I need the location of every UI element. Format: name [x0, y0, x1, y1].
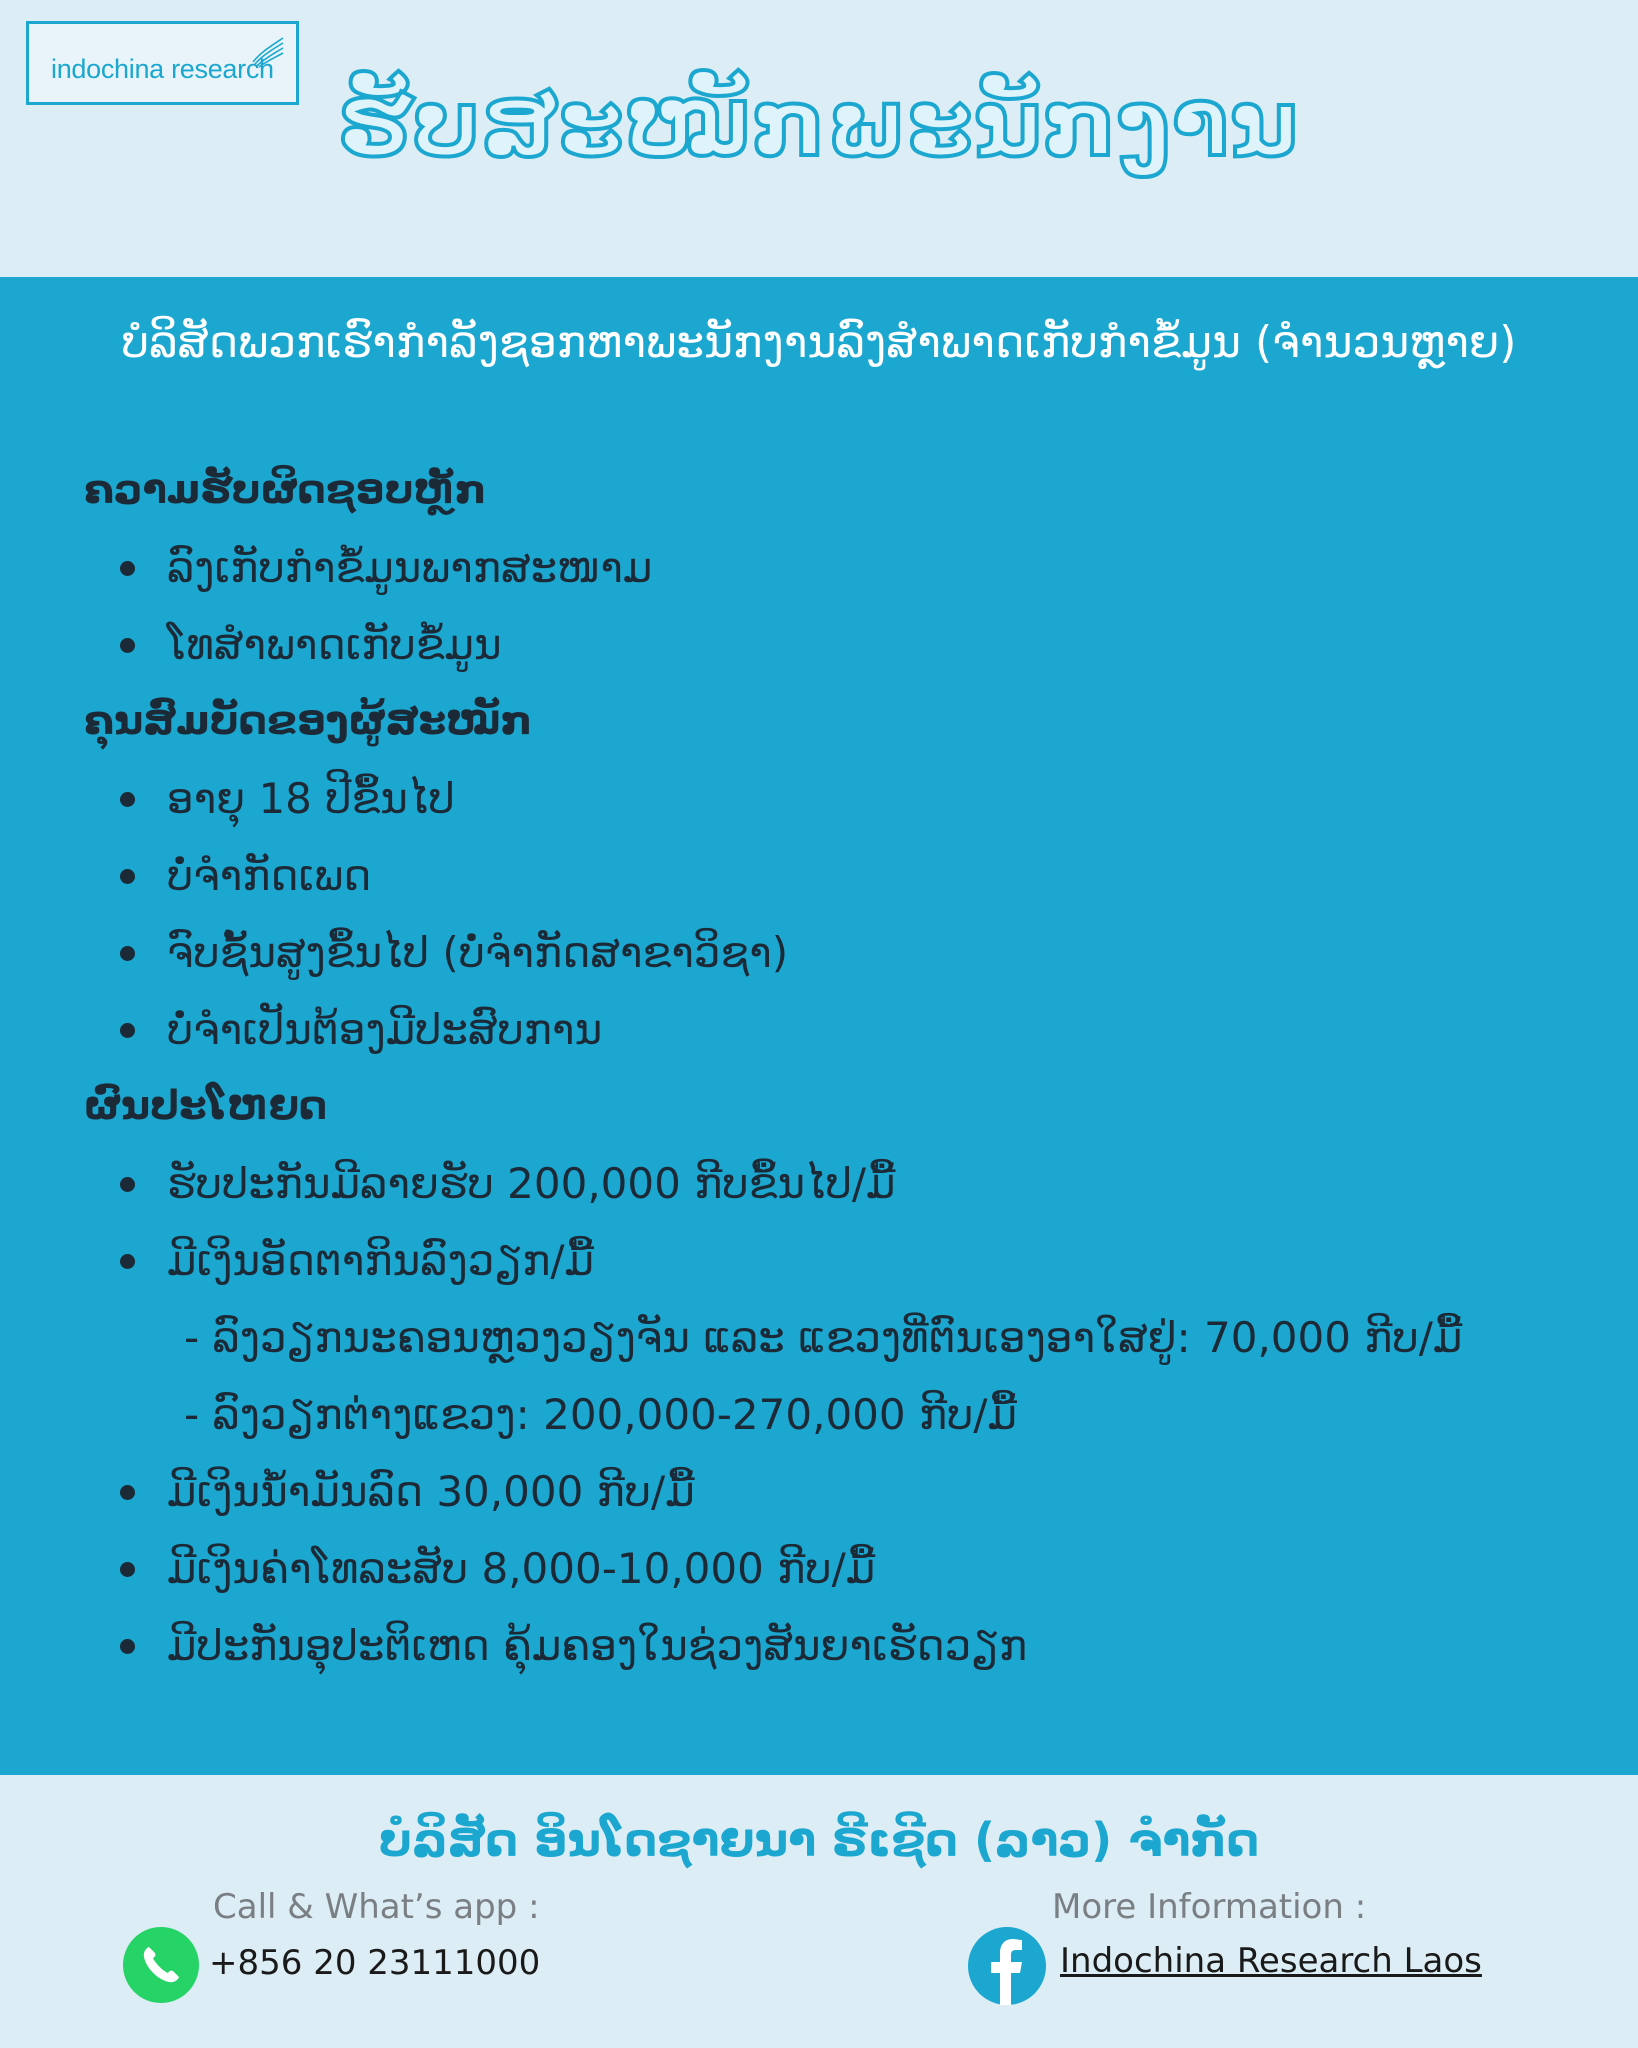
bullet-icon — [120, 1254, 135, 1269]
facebook-page-link[interactable]: Indochina Research Laos — [1060, 1941, 1482, 1981]
company-name: ບໍລິສັດ ອິນໂດຊາຍນາ ຣີເຊີດ (ລາວ) ຈຳກັດ — [378, 1813, 1260, 1867]
bullet-icon — [120, 1023, 135, 1038]
list-item — [84, 1453, 1564, 1530]
list-item-text: ບໍ່ຈຳກັດເພດ — [167, 851, 372, 900]
bullet-icon — [120, 561, 135, 576]
page-title: ຮັບສະໝັກພະນັກງານ — [338, 70, 1300, 177]
job-details-list — [84, 452, 1564, 1684]
list-item-text: ມີເງິນຄ່າໂທລະສັບ 8,000-10,000 ກີບ/ມື້ — [167, 1544, 876, 1593]
list-item — [84, 606, 1564, 683]
list-item — [84, 1607, 1564, 1684]
section-heading-qualifications: ຄຸນສົມບັດຂອງຜູ້ສະໝັກ — [84, 698, 533, 744]
list-item — [84, 1145, 1564, 1222]
list-item — [84, 760, 1564, 837]
footer — [0, 1775, 1638, 2048]
list-item-text: ມີປະກັນອຸປະຕິເຫດ ຄຸ້ມຄອງໃນຊ່ວງສັນຍາເຮັດວຽກ — [167, 1621, 1028, 1670]
list-item — [84, 991, 1564, 1068]
whatsapp-icon[interactable] — [123, 1927, 199, 2003]
header — [0, 0, 1638, 277]
list-item — [84, 529, 1564, 606]
bullet-icon — [120, 869, 135, 884]
list-item — [84, 1530, 1564, 1607]
list-item-text: ຮັບປະກັນມີລາຍຮັບ 200,000 ກີບຂຶ້ນໄປ/ມື້ — [167, 1159, 896, 1208]
logo-waves-icon — [251, 34, 285, 68]
list-item — [84, 1222, 1564, 1299]
section-heading-responsibilities: ຄວາມຮັບຜິດຊອບຫຼັກ — [84, 467, 487, 513]
list-item-text: ມີເງິນນ້ຳມັນລົດ 30,000 ກີບ/ມື້ — [167, 1467, 695, 1516]
facebook-icon[interactable] — [968, 1927, 1046, 2005]
bullet-icon — [120, 946, 135, 961]
list-sub-item: - ລົງວຽກຕ່າງແຂວງ: 200,000-270,000 ກີບ/ມື້ — [184, 1390, 1017, 1439]
list-sub-item: - ລົງວຽກນະຄອນຫຼວງວຽງຈັນ ແລະ ແຂວງທີ່ຕົນເອງອາໃສຢູ່: 70,000 ກີບ/ມື້ — [184, 1313, 1463, 1362]
bullet-icon — [120, 1485, 135, 1500]
bullet-icon — [120, 1562, 135, 1577]
job-details-panel — [0, 277, 1638, 1775]
list-item-text: ມີເງິນອັດຕາກິນລົງວຽກ/ມື້ — [167, 1236, 594, 1285]
bullet-icon — [120, 638, 135, 653]
logo-text: indochina research — [51, 54, 274, 84]
list-item-text: ໂທສຳພາດເກັບຂໍ້ມູນ — [167, 620, 502, 669]
job-subtitle: ບໍລິສັດພວກເຮົາກຳລັງຊອກຫາພະນັກງານລົງສຳພາດເກັບກຳຂໍ້ມູນ (ຈຳນວນຫຼາຍ) — [121, 317, 1517, 368]
section-heading-benefits: ຜົນປະໂຫຍດ — [84, 1083, 328, 1129]
call-label: Call & What’s app : — [213, 1887, 540, 1927]
bullet-icon — [120, 1177, 135, 1192]
bullet-icon — [120, 792, 135, 807]
more-info-label: More Information : — [1052, 1887, 1367, 1927]
phone-number[interactable]: +856 20 23111000 — [209, 1943, 541, 1983]
list-item — [84, 837, 1564, 914]
list-item — [84, 914, 1564, 991]
bullet-icon — [120, 1639, 135, 1654]
list-item-text: ຈົບຊັ້ນສູງຂຶ້ນໄປ (ບໍ່ຈຳກັດສາຂາວິຊາ) — [167, 928, 789, 977]
list-item-text: ບໍ່ຈຳເປັນຕ້ອງມີປະສົບການ — [167, 1005, 603, 1054]
list-item-text: ລົງເກັບກຳຂໍ້ມູນພາກສະໜາມ — [167, 543, 653, 592]
list-item-text: ອາຍຸ 18 ປີຂຶ້ນໄປ — [167, 774, 455, 823]
